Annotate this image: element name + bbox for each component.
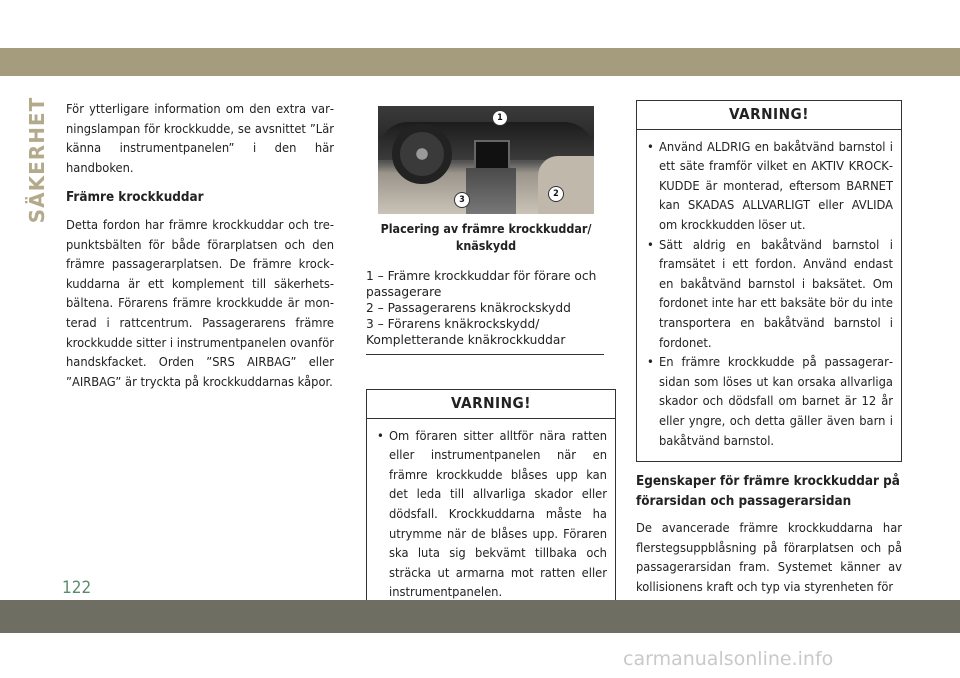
intro-paragraph: För ytterligare information om den extra varningslampan för krockkudde, se avsnittet ”Lär känna instrumentpanelen” i den här handboken. bbox=[66, 102, 334, 176]
legend-item: 2 – Passagerarens knäkrockskydd bbox=[366, 301, 571, 315]
footer-band bbox=[0, 600, 960, 633]
column-right bbox=[636, 100, 902, 608]
watermark: carmanualsonline.info bbox=[623, 648, 834, 670]
warning-item: • Sätt aldrig en bakåtvänd barnstol i framsätet i ett fordon. Använd endast en bakåtvänd barnstol i baksätet. Om fordonet inte har ett baksäte bör du inte transportera en bakåtvänd barnstol i fordonet. bbox=[645, 236, 893, 354]
heading-front-airbags: Främre krockkuddar bbox=[66, 190, 204, 206]
heading-airbag-features: Egenskaper för främre krockkuddar på förarsidan och passagerarsidan bbox=[636, 474, 900, 509]
steering-wheel bbox=[392, 124, 452, 184]
section-tab bbox=[22, 96, 52, 224]
column-middle bbox=[366, 100, 616, 614]
legend-item: 1 – Främre krockkuddar för förare och passagerare bbox=[366, 269, 597, 299]
warning-item: • Om föraren sitter alltför nära ratten eller instrumentpanelen när en främre krockkudde blåses upp kan det leda till allvarliga skador eller dödsfall. Krockkuddarna måste ha utrymme när de blåses upp. Föraren ska luta sig bekvämt tillbaka och sträcka ut armarna mot ratten eller instrumentpanelen. bbox=[375, 427, 607, 603]
airbag-features-paragraph: De avancerade främre krockkuddarna har flerstegsuppblåsning på förarplatsen och på passagerarsidan fram. Systemet känner av kollisionens kraft och typ via styrenheten för bbox=[636, 521, 902, 596]
warning-item: • Använd ALDRIG en bakåtvänd barnstol i ett säte framför vilket en AKTIV KROCKKUDDE är monterad, eftersom BARNET kan SKADAS ALLVARLIGT eller AVLIDA om krockkudden löser ut. bbox=[645, 138, 893, 236]
warning-list bbox=[367, 419, 615, 613]
warning-title: VARNING! bbox=[367, 390, 615, 419]
warning-box-left bbox=[366, 389, 616, 614]
section-label: SÄKERHET bbox=[25, 96, 49, 224]
callout-2: 2 bbox=[548, 186, 564, 202]
warning-item: • En främre krockkudde på passagerarsidan som löses ut kan orsaka allvarliga skador och dödsfall om barnet är 12 år eller yngre, och detta gäller även barn i bakåtvänd barnstol. bbox=[645, 353, 893, 451]
warning-list bbox=[637, 130, 901, 462]
page-number: 122 bbox=[62, 578, 92, 598]
callout-3: 3 bbox=[454, 192, 470, 208]
front-airbags-paragraph: Detta fordon har främre krockkuddar och trepunktsbälten för både förarplatsen och den främre passagerarplatsen. De främre krockkuddarna är ett komplement till säkerhetsbältena. Förarens främre krockkudde är monterad i rattcentrum. Passagerarens främre krockkudde sitter i instrumentpanelen ovanför handskfacket. Orden ”SRS AIRBAG” eller ”AIRBAG” är tryckta på krockkuddarnas kåpor. bbox=[66, 217, 334, 390]
figure-caption: Placering av främre krockkuddar/ knäskydd bbox=[380, 221, 592, 253]
center-screen bbox=[474, 140, 510, 170]
warning-title: VARNING! bbox=[637, 101, 901, 130]
passenger-seat bbox=[538, 156, 594, 214]
dashboard-photo bbox=[378, 106, 594, 214]
center-console bbox=[466, 168, 516, 214]
callout-1: 1 bbox=[492, 110, 508, 126]
column-left bbox=[66, 100, 334, 402]
figure-legend bbox=[366, 268, 604, 355]
warning-box-right bbox=[636, 100, 902, 462]
legend-item: 3 – Förarens knäkrockskydd/ Kompletterande knäkrockkuddar bbox=[366, 317, 566, 347]
header-band bbox=[0, 48, 960, 76]
